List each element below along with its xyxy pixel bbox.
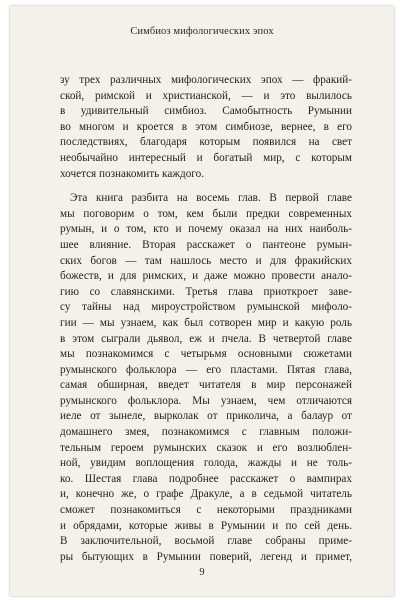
text-line: мы поговорим о том, кем были предки современных: [60, 207, 352, 220]
text-line: в удивительный симбиоз. Самобытность Румынии: [60, 105, 352, 118]
text-line: во многом и кроется в этом симбиозе, вернее, в его: [60, 120, 352, 133]
text-line: ских богов — там нашлось место и для фракийских: [60, 254, 352, 267]
text-line: иеле от зынеле, вырколак от приколича, а балаур от: [60, 410, 352, 423]
page-number: 9: [199, 567, 205, 578]
text-line: румынского фольклора — его пластами. Пятая глава,: [60, 363, 352, 376]
text-line: ко. Шестая глава подробнее расскажет о вампирах: [60, 472, 352, 485]
text-line: в этом сыграли дьявол, еж и пчела. В четвертой главе: [60, 332, 352, 345]
text-line: Эта книга разбита на восемь глав. В первой главе: [70, 192, 352, 205]
paragraph: [60, 191, 352, 565]
paragraph-gap: [60, 182, 352, 191]
text-line: самая обширная, введет читателя в мир персонажей: [60, 379, 352, 392]
text-line: шее влияние. Вторая расскажет о пантеоне румын-: [60, 238, 352, 251]
text-line: божеств, и для римских, и даже можно провести анало-: [60, 270, 352, 283]
paragraph: [60, 73, 352, 182]
text-line: румын, и о том, кто и почему оказал на них наиболь-: [60, 223, 352, 236]
text-line: последствиях, благодаря которым появился на свет: [60, 136, 352, 149]
text-line: зу трех различных мифологических эпох — фракий-: [60, 74, 352, 86]
text-line: хочется познакомить каждого.: [60, 167, 204, 180]
text-line: тельным героем румынских сказок и его возлюблен-: [60, 441, 352, 454]
body-text: [60, 73, 352, 565]
text-line: гии — мы узнаем, как был сотворен мир и какую роль: [60, 316, 352, 329]
text-line: сможет познакомиться с некоторыми праздниками: [60, 504, 352, 517]
running-head: Симбиоз мифологических эпох: [130, 26, 274, 37]
text-line: ной, увидим воплощения голода, жажды и не толь-: [60, 457, 352, 470]
text-line: ской, римской и христианской, — и это вылилось: [60, 89, 352, 102]
book-page: [10, 6, 394, 596]
text-line: и обрядами, которые живы в Румынии и по сей день.: [60, 519, 352, 532]
text-line: мы познакомимся с четырьмя основными сюжетами: [60, 348, 352, 361]
text-line: домашнего змея, познакомимся с главным положи-: [60, 426, 352, 439]
text-line: румынского фольклора. Мы узнаем, чем отличаются: [60, 394, 352, 407]
text-line: и, конечно же, о графе Дракуле, а в седьмой читатель: [60, 488, 352, 501]
text-line: ры бытующих в Румынии поверий, легенд и примет,: [60, 550, 352, 563]
text-line: необычайно интересный и богатый мир, с которым: [60, 151, 352, 164]
text-line: су тайны над мироустройством румынской мифоло-: [60, 301, 352, 314]
text-line: В заключительной, восьмой главе собраны приме-: [60, 535, 352, 548]
text-line: гию со славянскими. Третья глава приоткроет заве-: [60, 285, 352, 298]
